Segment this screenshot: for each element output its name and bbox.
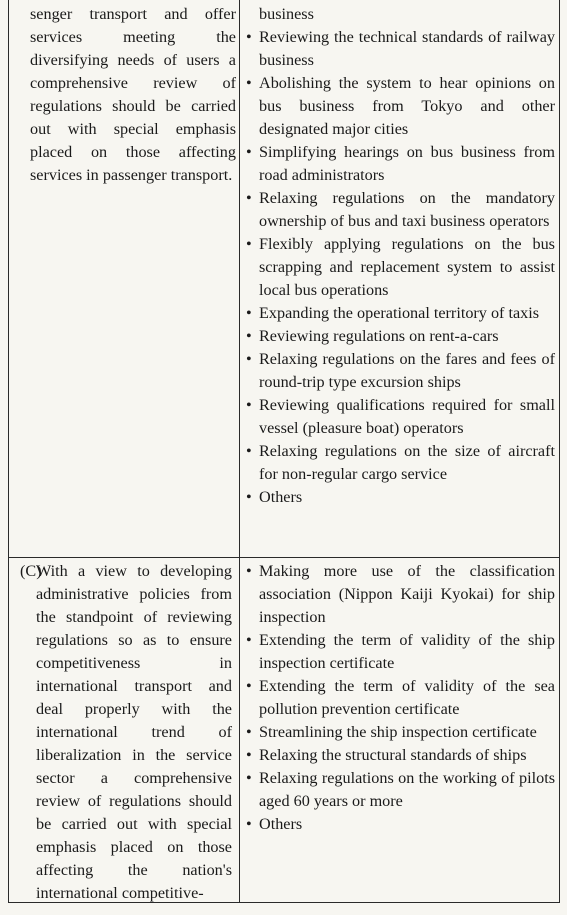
list-item-text: Relaxing regulations on the mandatory ownership of bus and taxi business operators [259, 189, 555, 230]
bullet-icon: • [246, 327, 252, 345]
bullet-icon: • [246, 350, 252, 368]
bullet-icon: • [246, 143, 252, 161]
list-item [245, 394, 555, 440]
list-item-text: Reviewing the technical standards of railway business [259, 28, 555, 69]
list-item [245, 629, 555, 675]
list-item-text: Relaxing regulations on the size of aircraft for non-regular cargo service [259, 442, 555, 483]
list-item [245, 560, 555, 629]
list-item-text: Reviewing regulations on rent-a-cars [259, 327, 499, 345]
section-c-marker: (C) [20, 562, 42, 580]
section-b-left-cell [30, 3, 236, 187]
bullet-icon: • [246, 304, 252, 322]
list-item-text: Reviewing qualifications required for small vessel (pleasure boat) operators [259, 396, 555, 437]
bullet-icon: • [246, 28, 252, 46]
bullet-icon: • [246, 746, 252, 764]
list-item-text: Relaxing regulations on the working of pilots aged 60 years or more [259, 769, 555, 810]
list-item-text: Relaxing regulations on the fares and fees of round-trip type excursion ships [259, 350, 555, 391]
list-item-text: Expanding the operational territory of taxis [259, 304, 540, 322]
bullet-icon: • [246, 235, 252, 253]
list-item [245, 767, 555, 813]
bullet-icon: • [246, 442, 252, 460]
list-item [245, 325, 555, 348]
list-item [245, 348, 555, 394]
section-c-measures-list [245, 560, 555, 836]
list-item [245, 141, 555, 187]
list-item-text: Streamlining the ship inspection certificate [259, 723, 537, 741]
section-c-description: With a view to developing administrative policies from the standpoint of reviewing regulations so as to ensure competitiveness in international transport and deal properly with the international trend of liberalization in the service sector a comprehensive review of regulations should be carried out with special emphasis placed on those affecting the nation's international competitive- [36, 562, 232, 902]
section-c-left-cell [20, 560, 232, 905]
list-item-text: Extending the term of validity of the sea pollution prevention certificate [259, 677, 555, 718]
list-item [245, 486, 555, 509]
list-item [245, 813, 555, 836]
continued-item-text: business [259, 5, 314, 23]
list-item [245, 233, 555, 302]
list-item-text: Flexibly applying regulations on the bus scrapping and replacement system to assist local bus operations [259, 235, 555, 299]
table-column-divider [239, 0, 240, 903]
list-item-text: Extending the term of validity of the ship inspection certificate [259, 631, 555, 672]
row-divider [8, 557, 560, 558]
bullet-icon: • [246, 396, 252, 414]
list-item-text: Others [259, 488, 303, 506]
section-b-right-cell [245, 3, 555, 509]
bullet-icon: • [246, 631, 252, 649]
bullet-icon: • [246, 723, 252, 741]
list-item [245, 744, 555, 767]
bullet-icon: • [246, 562, 252, 580]
bullet-icon: • [246, 74, 252, 92]
list-item-text: Abolishing the system to hear opinions on bus business from Tokyo and other designated major cities [259, 74, 555, 138]
table-right-border [559, 0, 560, 903]
list-item [245, 302, 555, 325]
list-item-text: Making more use of the classification association (Nippon Kaiji Kyokai) for ship inspection [259, 562, 555, 626]
section-c-right-cell [245, 560, 555, 836]
section-b-description: senger transport and offer services meeting the diversifying needs of users a comprehensive review of regulations should be carried out with special emphasis placed on those affecting services in passenger transport. [30, 5, 236, 184]
list-item-text: Relaxing the structural standards of ships [259, 746, 527, 764]
list-item [245, 721, 555, 744]
bullet-icon: • [246, 488, 252, 506]
bullet-icon: • [246, 189, 252, 207]
list-item [245, 440, 555, 486]
table-left-border [8, 0, 9, 903]
list-item-text: Others [259, 815, 303, 833]
list-item [245, 675, 555, 721]
list-item [245, 187, 555, 233]
bullet-icon: • [246, 815, 252, 833]
list-item [245, 72, 555, 141]
bullet-icon: • [246, 769, 252, 787]
list-item [245, 26, 555, 72]
bullet-icon: • [246, 677, 252, 695]
list-item-text: Simplifying hearings on bus business from road administrators [259, 143, 555, 184]
section-b-measures-list [245, 26, 555, 509]
